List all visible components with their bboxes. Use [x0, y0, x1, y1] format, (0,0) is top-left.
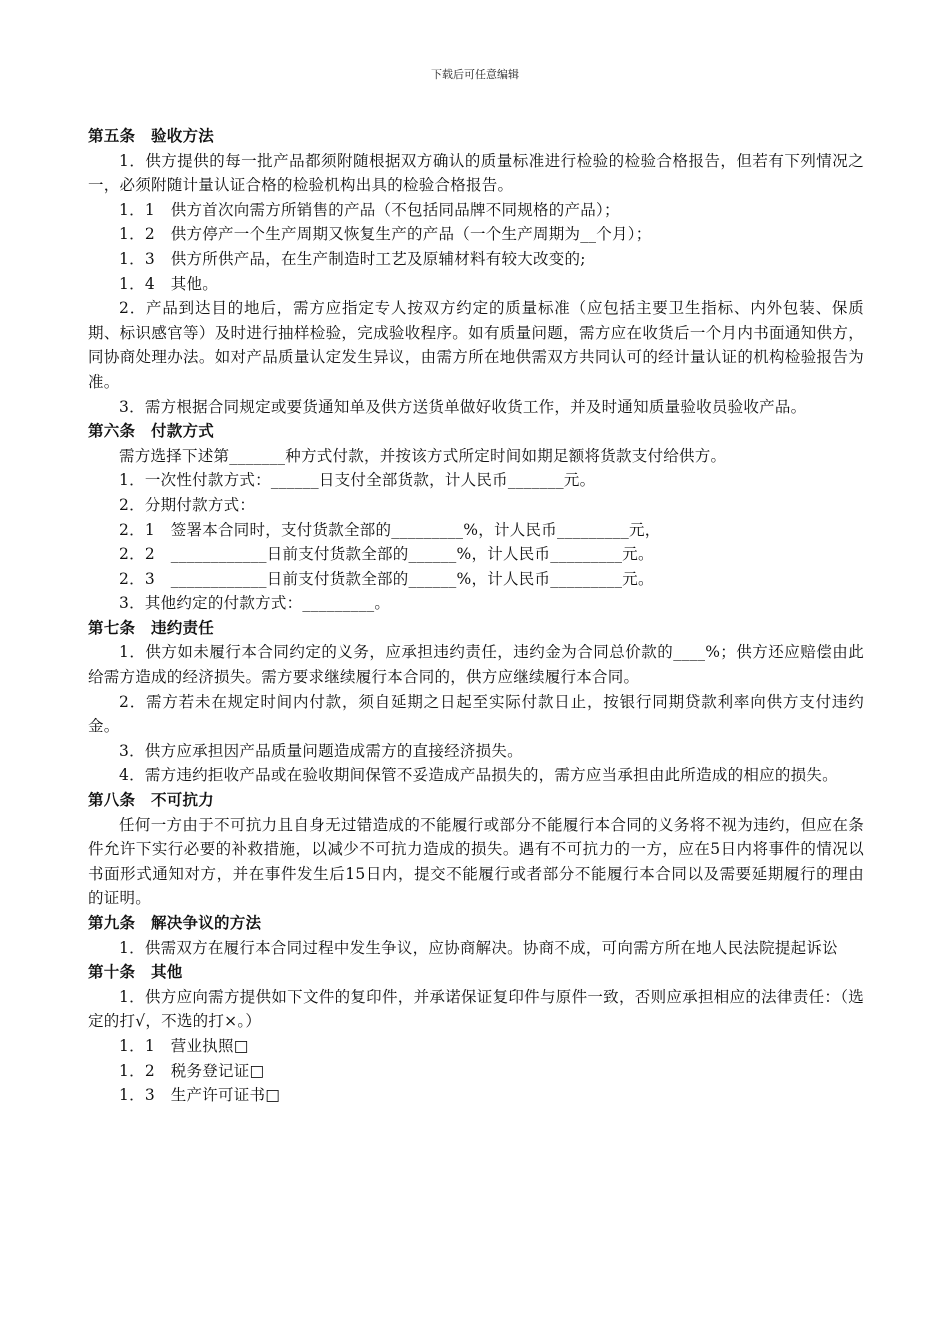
paragraph: 3．需方根据合同规定或要货通知单及供方送货单做好收货工作，并及时通知质量验收员验收产品。: [119, 397, 807, 416]
sub-clause: 2．3 ____________日前支付货款全部的______%，计人民币_________元。: [119, 569, 654, 588]
sub-clause: 1．4 其他。: [119, 274, 218, 293]
paragraph: 需方选择下述第_______种方式付款，并按该方式所定时间如期足额将货款支付给供方。: [119, 446, 727, 465]
paragraph: 2．需方若未在规定时间内付款，须自延期之日起至实际付款日止，按银行同期贷款利率向供方支付违约金。: [88, 692, 864, 736]
paragraph: 1．供方应向需方提供如下文件的复印件，并承诺保证复印件与原件一致，否则应承担相应的法律责任：（选定的打√，不选的打×。）: [88, 987, 864, 1031]
paragraph: 2．分期付款方式：: [119, 495, 256, 514]
section-heading: 第九条 解决争议的方法: [88, 914, 262, 932]
sub-clause: 1．2 税务登记证□: [119, 1061, 265, 1080]
paragraph: 4．需方违约拒收产品或在验收期间保管不妥造成产品损失的，需方应当承担由此所造成的相应的损失。: [119, 766, 838, 785]
paragraph: 1．供方如未履行本合同约定的义务，应承担违约责任，违约金为合同总价款的____%；供方还应赔偿由此给需方造成的经济损失。需方要求继续履行本合同的，供方应继续履行本合同。: [88, 643, 864, 687]
section-heading: 第八条 不可抗力: [88, 791, 215, 810]
paragraph: 1．供方提供的每一批产品都须附随根据双方确认的质量标准进行检验的检验合格报告，但若有下列情况之一，必须附随计量认证合格的检验机构出具的检验合格报告。: [88, 151, 864, 195]
section-heading: 第十条 其他: [88, 963, 183, 982]
sub-clause: 1．1 供方首次向需方所销售的产品（不包括同品牌不同规格的产品）；: [119, 200, 620, 219]
paragraph: 任何一方由于不可抗力且自身无过错造成的不能履行或部分不能履行本合同的义务将不视为违约，但应在条件允许下实行必要的补救措施，以减少不可抗力造成的损失。遇有不可抗力的一方，应在5日内将事件的情况以书面形式通知对方，并在事件发生后15日内，提交不能履行或者部分不能履行本合同以及需要延期履行的理由的证明。: [88, 815, 864, 908]
sub-clause: 1．3 生产许可证书□: [119, 1086, 281, 1105]
sub-clause: 1．2 供方停产一个生产周期又恢复生产的产品（一个生产周期为__个月）；: [119, 225, 652, 244]
section-heading: 第七条 违约责任: [88, 618, 215, 637]
sub-clause: 2．2 ____________日前支付货款全部的______%，计人民币_________元。: [119, 545, 654, 564]
section-heading: 第五条 验收方法: [88, 127, 215, 145]
sub-clause: 1．1 营业执照□: [119, 1036, 249, 1055]
page-header: 下载后可任意编辑: [431, 68, 519, 81]
paragraph: 2．产品到达目的地后，需方应指定专人按双方约定的质量标准（应包括主要卫生指标、内外包装、保质期、标识感官等）及时进行抽样检验，完成验收程序。如有质量问题，需方应在收货后一个月内书面通知供方，同协商处理办法。如对产品质量认定发生异议，由需方所在地供需双方共同认可的经计量认证的机构检验报告为准。: [88, 299, 864, 391]
paragraph: 1．供需双方在履行本合同过程中发生争议，应协商解决。协商不成，可向需方所在地人民法院提起诉讼: [119, 938, 838, 957]
paragraph: 1．一次性付款方式：______日支付全部货款，计人民币_______元。: [119, 471, 596, 490]
document-body: [88, 124, 864, 1108]
sub-clause: 1．3 供方所供产品，在生产制造时工艺及原辅材料有较大改变的;: [119, 249, 586, 268]
paragraph: 3．其他约定的付款方式：_________。: [119, 594, 391, 613]
sub-clause: 2．1 签署本合同时，支付货款全部的_________%，计人民币_________元，: [119, 520, 661, 539]
paragraph: 3．供方应承担因产品质量问题造成需方的直接经济损失。: [119, 741, 523, 760]
section-heading: 第六条 付款方式: [88, 422, 215, 441]
